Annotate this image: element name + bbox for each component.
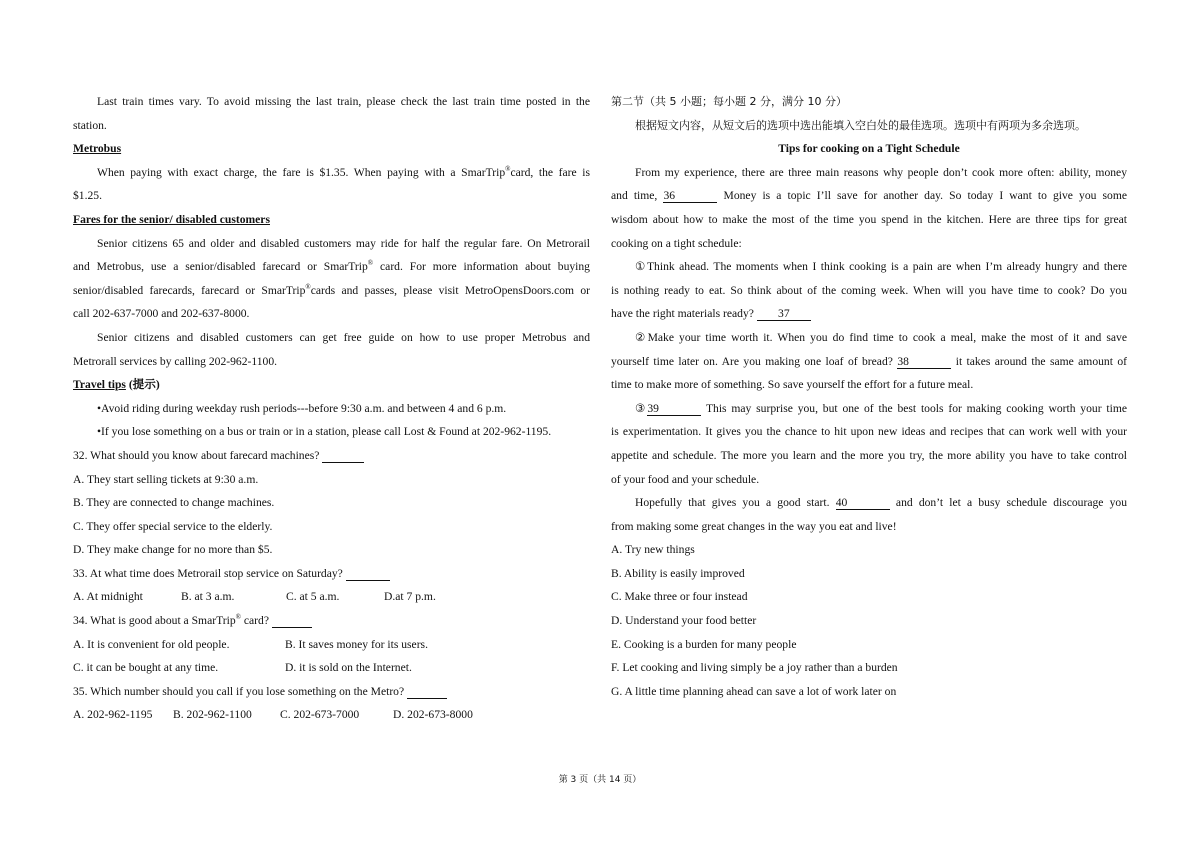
paragraph-line: wisdom about how to make the most of the time you spend in the kitchen. Here are three tips for great [611, 212, 1127, 226]
option: C. it can be bought at any time. [73, 661, 219, 675]
option: A. It is convenient for old people. [73, 637, 230, 651]
paragraph-line: is nothing ready to eat. So think about of the coming week. When will you have time to cook? Do you [611, 283, 1127, 297]
paragraph-line: ①Think ahead. The moments when I think cooking is a pain are when I’m already hungry and there [635, 260, 1127, 274]
paragraph-line: and Metrobus, use a senior/disabled farecard or SmarTrip® card. For more information about buying [73, 259, 590, 274]
option-row [73, 656, 590, 680]
registered-mark: ® [367, 259, 374, 268]
paragraph-line: When paying with exact charge, the fare is $1.35. When paying with a SmarTrip®card, the fare is [97, 164, 590, 179]
paragraph-line: Hopefully that gives you a good start. 40 and don’t let a busy schedule discourage you [635, 496, 1127, 510]
paragraph-line: senior/disabled farecards, farecard or SmarTrip®cards and passes, please visit MetroOpensDoors.com or [73, 282, 590, 297]
paragraph-line: and time, 36 Money is a topic I’ll save for another day. So today I want to give you some [611, 189, 1127, 203]
section-heading-metrobus: Metrobus [73, 142, 122, 156]
paragraph-line: ③39 This may surprise you, but one of the best tools for making cooking worth your time [635, 401, 1127, 415]
registered-mark: ® [505, 164, 511, 173]
section-heading: 第二节（共 5 小题；每小题 2 分，满分 10 分） [611, 95, 847, 108]
paragraph-line: is experimentation. It gives you the chance to hit upon new ideas and recipes that can work well with your [611, 425, 1127, 439]
option: D. it is sold on the Internet. [285, 661, 412, 675]
paragraph-line: yourself time later on. Are you making one loaf of bread? 38 it takes around the same amount of [611, 354, 1127, 368]
option: D. 202-673-8000 [393, 708, 473, 722]
paragraph-line: have the right materials ready? 37 [611, 302, 1127, 326]
option: A. Try new things [611, 543, 695, 557]
answer-blank [322, 449, 364, 463]
answer-blank [272, 614, 312, 628]
paragraph-line: time to make more of something. So save yourself the effort for a future meal. [611, 378, 974, 392]
option: E. Cooking is a burden for many people [611, 637, 797, 651]
blank-38: 38 [897, 355, 951, 369]
paragraph-line: ②Make your time worth it. When you do find time to cook a meal, make the most of it and save [635, 330, 1127, 344]
option: C. Make three or four instead [611, 590, 748, 604]
paragraph-line: $1.25. [73, 189, 102, 203]
option-row [73, 703, 590, 727]
question-32: 32. What should you know about farecard machines? [73, 444, 590, 468]
option: B. It saves money for its users. [285, 637, 428, 651]
option: A. 202-962-1195 [73, 708, 153, 722]
instructions: 根据短文内容，从短文后的选项中选出能填入空白处的最佳选项。选项中有两项为多余选项。 [635, 118, 1086, 132]
paragraph-line: Senior citizens and disabled customers can get free guide on how to use proper Metrobus and [97, 330, 590, 344]
paragraph-line: Last train times vary. To avoid missing the last train, please check the last train time posted in the [97, 95, 590, 108]
answer-blank [346, 567, 390, 581]
paragraph-line: From my experience, there are three main reasons why people don’t cook more often: ability, money [635, 165, 1127, 179]
paragraph-line: Senior citizens 65 and older and disabled customers may ride for half the regular fare. On Metrorail [97, 236, 590, 250]
section-heading-fares: Fares for the senior/ disabled customers [73, 212, 270, 226]
blank-40: 40 [836, 496, 890, 510]
right-column [611, 90, 1127, 703]
option-row [73, 585, 590, 609]
option: C. They offer special service to the elderly. [73, 519, 273, 533]
option: B. at 3 a.m. [181, 590, 235, 604]
registered-mark: ® [305, 282, 311, 291]
tip-item: •Avoid riding during weekday rush periods---before 9:30 a.m. and between 4 and 6 p.m. [97, 401, 507, 415]
option: D. They make change for no more than $5. [73, 543, 273, 557]
blank-36: 36 [663, 189, 717, 203]
option-row [73, 633, 590, 657]
question-35: 35. Which number should you call if you lose something on the Metro? [73, 680, 590, 704]
paragraph-line: cooking on a tight schedule: [611, 236, 742, 250]
tip-item: •If you lose something on a bus or train or in a station, please call Lost & Found at 202-962-1195. [97, 425, 552, 439]
option: G. A little time planning ahead can save a lot of work later on [611, 684, 897, 698]
option: C. at 5 a.m. [286, 590, 340, 604]
question-34: 34. What is good about a SmarTrip® card? [73, 609, 590, 633]
page-footer: 第 3 页（共 14 页） [558, 775, 642, 785]
option: C. 202-673-7000 [280, 708, 360, 722]
section-heading-travel-tips: Travel tips (提示) [73, 378, 160, 392]
option: A. At midnight [73, 590, 143, 604]
passage-title: Tips for cooking on a Tight Schedule [778, 142, 960, 156]
option: D.at 7 p.m. [384, 590, 436, 604]
option: B. They are connected to change machines. [73, 496, 275, 510]
registered-mark: ® [235, 613, 241, 622]
paragraph-line: appetite and schedule. The more you learn and the more you try, the more ability you have to take control [611, 448, 1127, 462]
blank-39: 39 [647, 402, 701, 416]
option: B. Ability is easily improved [611, 566, 745, 580]
option: B. 202-962-1100 [173, 708, 252, 722]
blank-37: 37 [757, 307, 811, 321]
option: D. Understand your food better [611, 614, 757, 628]
answer-blank [407, 685, 447, 699]
paragraph-line: Metrorall services by calling 202-962-1100. [73, 354, 278, 368]
left-column [73, 90, 590, 727]
paragraph-line: call 202-637-7000 and 202-637-8000. [73, 307, 250, 321]
option: A. They start selling tickets at 9:30 a.m. [73, 472, 259, 486]
paragraph-line: from making some great changes in the way you eat and live! [611, 519, 897, 533]
paragraph-line: of your food and your schedule. [611, 472, 760, 486]
option: F. Let cooking and living simply be a joy rather than a burden [611, 661, 898, 675]
paragraph-line: station. [73, 118, 107, 132]
question-33: 33. At what time does Metrorail stop service on Saturday? [73, 562, 590, 586]
